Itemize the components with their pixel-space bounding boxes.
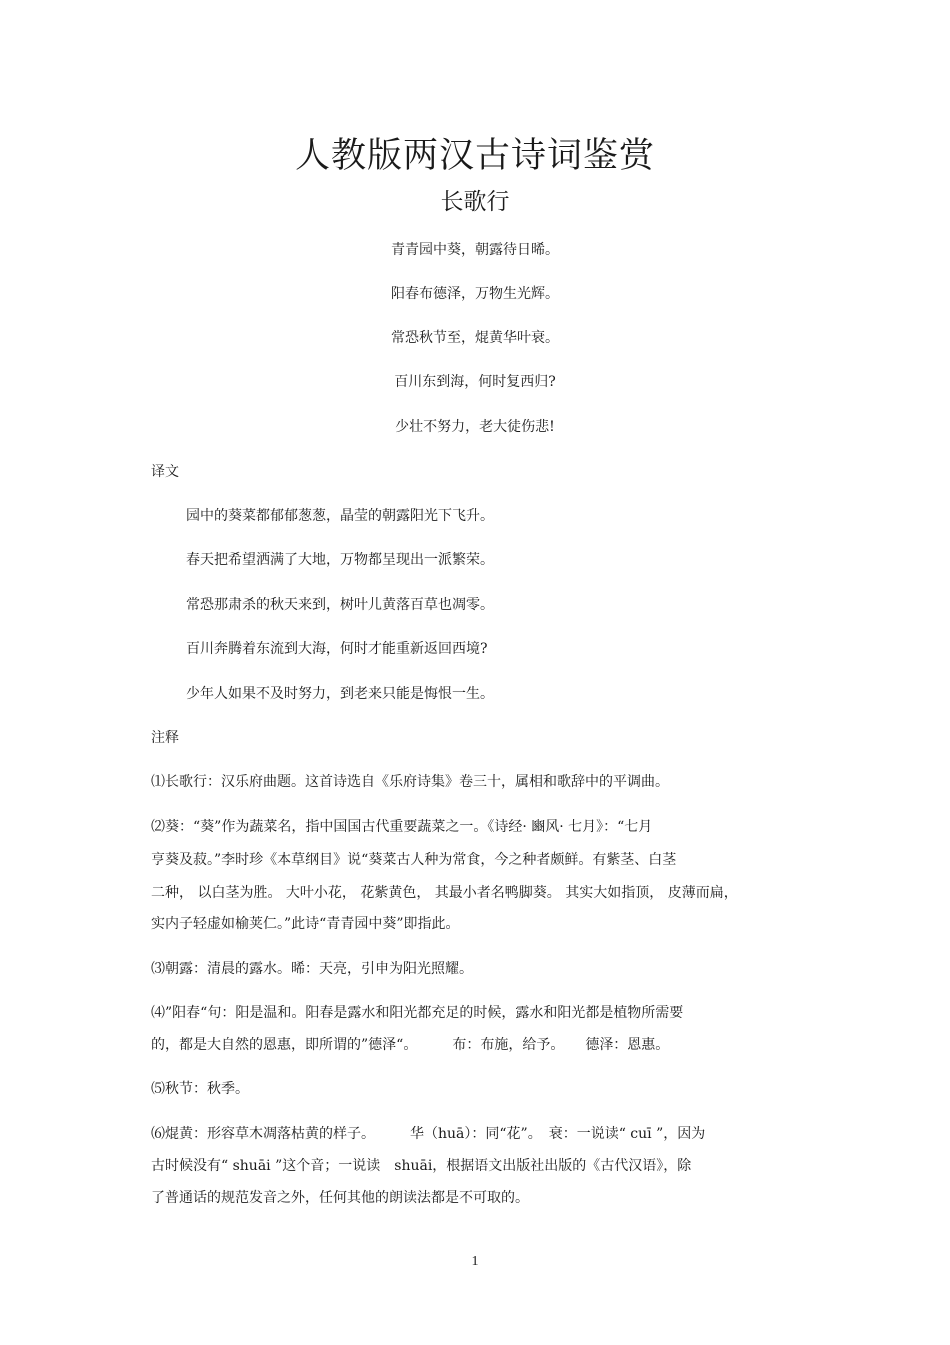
note-line: ⑹焜黄：形容草木凋落枯黄的样子。 华（huā）：同“花”。 衰：一说读“ cuī ”，因为 <box>151 1126 706 1142</box>
note-line: ⑵葵：“葵”作为蔬菜名，指中国国古代重要蔬菜之一。《诗经· 豳风· 七月》：“七月 <box>151 819 653 835</box>
translation-line: 园中的葵菜都郁郁葱葱，晶莹的朝露阳光下飞升。 <box>186 508 494 524</box>
note-line: 实内子轻虚如榆荚仁。”此诗“青青园中葵”即指此。 <box>151 916 460 932</box>
page-number: 1 <box>471 1254 479 1269</box>
note-line: 了普通话的规范发音之外，任何其他的朗读法都是不可取的。 <box>151 1190 529 1206</box>
poem-title: 长歌行 <box>440 189 510 215</box>
note-line: ⑶朝露：清晨的露水。晞：天亮，引申为阳光照耀。 <box>151 961 473 977</box>
note-line: 二种， 以白茎为胜。 大叶小花， 花紫黄色， 其最小者名鸭脚葵。 其实大如指顶， 皮薄而扁， <box>151 885 738 901</box>
translation-line: 常恐那肃杀的秋天来到，树叶儿黄落百草也凋零。 <box>186 597 494 613</box>
note-line: 的，都是大自然的恩惠，即所谓的”德泽“。 布：布施，给予。 德泽：恩惠。 <box>151 1037 670 1053</box>
poem-line: 少壮不努力，老大徒伤悲! <box>395 419 555 435</box>
translation-line: 春天把希望洒满了大地，万物都呈现出一派繁荣。 <box>186 552 494 568</box>
note-line: 亨葵及菽。”李时珍《本草纲目》说“葵菜古人种为常食，今之种者颇鲜。有紫茎、白茎 <box>151 852 677 868</box>
note-line: ⑸秋节：秋季。 <box>151 1081 249 1097</box>
note-line: 古时候没有“ shuāi ”这个音；一说读 shuāi，根据语文出版社出版的《古代汉语》，除 <box>151 1158 692 1174</box>
poem-line: 阳春布德泽，万物生光辉。 <box>391 286 559 302</box>
note-line: ⑷”阳春“句：阳是温和。阳春是露水和阳光都充足的时候，露水和阳光都是植物所需要 <box>151 1005 684 1021</box>
poem-line: 常恐秋节至，焜黄华叶衰。 <box>391 330 559 346</box>
poem-line: 百川东到海，何时复西归? <box>394 374 556 390</box>
translation-line: 少年人如果不及时努力，到老来只能是悔恨一生。 <box>186 686 494 702</box>
page-title: 人教版两汉古诗词鉴赏 <box>294 136 655 176</box>
notes-heading: 注释 <box>151 730 179 746</box>
translation-heading: 译文 <box>151 464 179 480</box>
poem-line: 青青园中葵，朝露待日晞。 <box>391 242 559 258</box>
translation-line: 百川奔腾着东流到大海，何时才能重新返回西境? <box>186 641 488 657</box>
note-line: ⑴长歌行：汉乐府曲题。这首诗选自《乐府诗集》卷三十，属相和歌辞中的平调曲。 <box>151 774 669 790</box>
